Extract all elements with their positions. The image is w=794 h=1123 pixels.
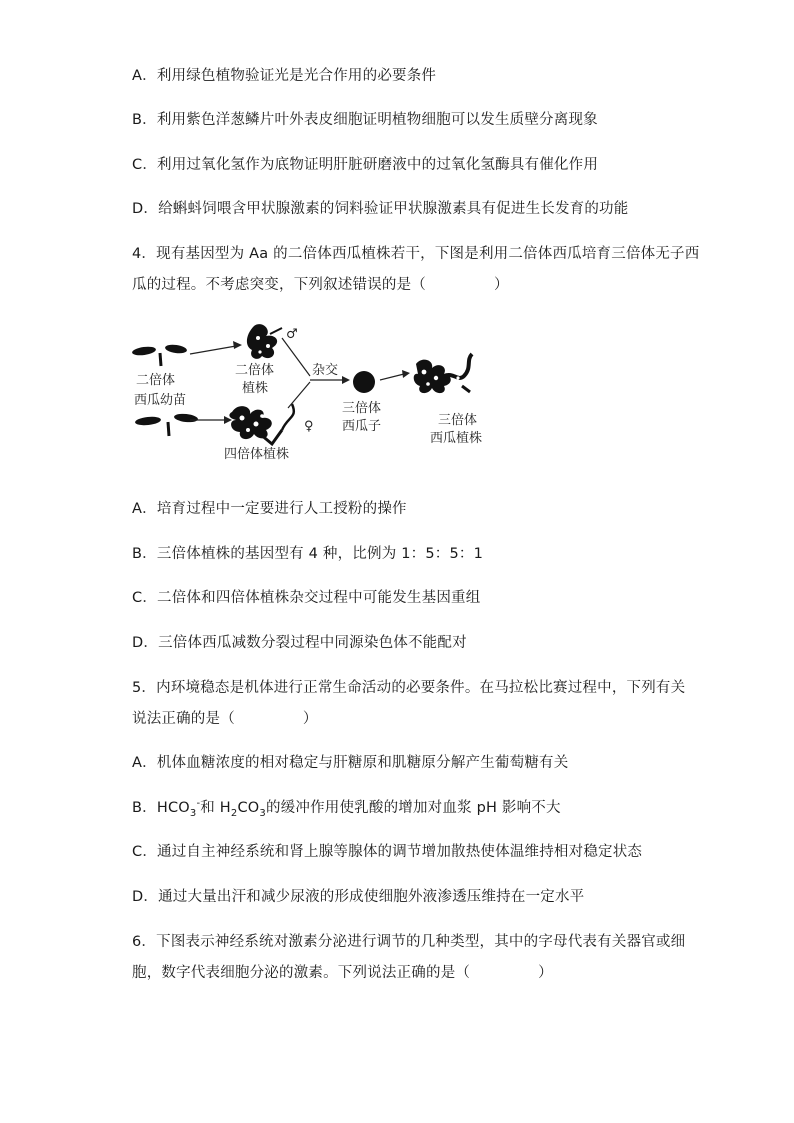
q4-option-a: A．培育过程中一定要进行人工授粉的操作 — [132, 501, 407, 517]
q6-stem-line1: 6．下图表示神经系统对激素分泌进行调节的几种类型，其中的字母代表有关器官或细 — [132, 934, 686, 950]
triploid-plant-icon — [414, 354, 472, 393]
q3-option-b: B．利用紫色洋葱鳞片叶外表皮细胞证明植物细胞可以发生质壁分离现象 — [132, 112, 598, 128]
triploid-seed-icon — [353, 371, 375, 393]
watermelon-breeding-diagram — [132, 316, 512, 466]
male-symbol: ♂ — [286, 327, 298, 342]
diploid-plant-label-1: 二倍体 — [235, 363, 275, 378]
q5-option-b: B．$HCO_3^-$和 $H_2CO_3$的缓冲作用使乳酸的增加对血浆 pH 影响不大 — [132, 798, 561, 819]
q5-stem-line2: 说法正确的是（ ） — [132, 711, 318, 727]
triploid-plant-label-1: 三倍体 — [438, 413, 478, 428]
q3-option-c: C．利用过氧化氢作为底物证明肝脏研磨液中的过氧化氢酶具有催化作用 — [132, 157, 599, 173]
seedling-icon — [135, 413, 199, 436]
seedling-icon — [132, 344, 187, 366]
q4-stem-line2: 瓜的过程。不考虑突变，下列叙述错误的是（ ） — [132, 277, 509, 293]
q4-option-d: D．三倍体西瓜减数分裂过程中同源染色体不能配对 — [132, 635, 467, 651]
q3-option-d: D．给蝌蚪饲喂含甲状腺激素的饲料验证甲状腺激素具有促进生长发育的功能 — [132, 201, 629, 217]
q5-option-a: A．机体血糖浓度的相对稳定与肝糖原和肌糖原分解产生葡萄糖有关 — [132, 755, 569, 771]
tetraploid-plant-label: 四倍体植株 — [224, 447, 290, 462]
q5-option-d: D．通过大量出汗和减少尿液的形成使细胞外液渗透压维持在一定水平 — [132, 889, 585, 905]
tetraploid-plant-icon — [229, 404, 293, 444]
triploid-plant-label-2: 西瓜植株 — [430, 431, 483, 446]
triploid-seed-label-2: 西瓜子 — [342, 419, 382, 434]
triploid-seed-label-1: 三倍体 — [342, 401, 382, 416]
diploid-plant-icon — [247, 324, 282, 359]
cross-label: 杂交 — [312, 363, 339, 378]
q4-option-b: B．三倍体植株的基因型有 4 种，比例为 1：5：5：1 — [132, 546, 483, 562]
female-symbol: ♀ — [304, 419, 314, 434]
q4-stem-line1: 4．现有基因型为 Aa 的二倍体西瓜植株若干，下图是利用二倍体西瓜培育三倍体无子西 — [132, 246, 700, 262]
seedling-label-1: 二倍体 — [136, 373, 176, 388]
q4-option-c: C．二倍体和四倍体植株杂交过程中可能发生基因重组 — [132, 590, 481, 606]
q3-option-a: A．利用绿色植物验证光是光合作用的必要条件 — [132, 68, 437, 84]
q5-stem-line1: 5．内环境稳态是机体进行正常生命活动的必要条件。在马拉松比赛过程中，下列有关 — [132, 680, 686, 696]
q6-stem-line2: 胞，数字代表细胞分泌的激素。下列说法正确的是（ ） — [132, 965, 553, 981]
diploid-plant-label-2: 植株 — [242, 381, 269, 396]
seedling-label-2: 西瓜幼苗 — [134, 393, 187, 408]
q5-option-c: C．通过自主神经系统和肾上腺等腺体的调节增加散热使体温维持相对稳定状态 — [132, 844, 643, 860]
